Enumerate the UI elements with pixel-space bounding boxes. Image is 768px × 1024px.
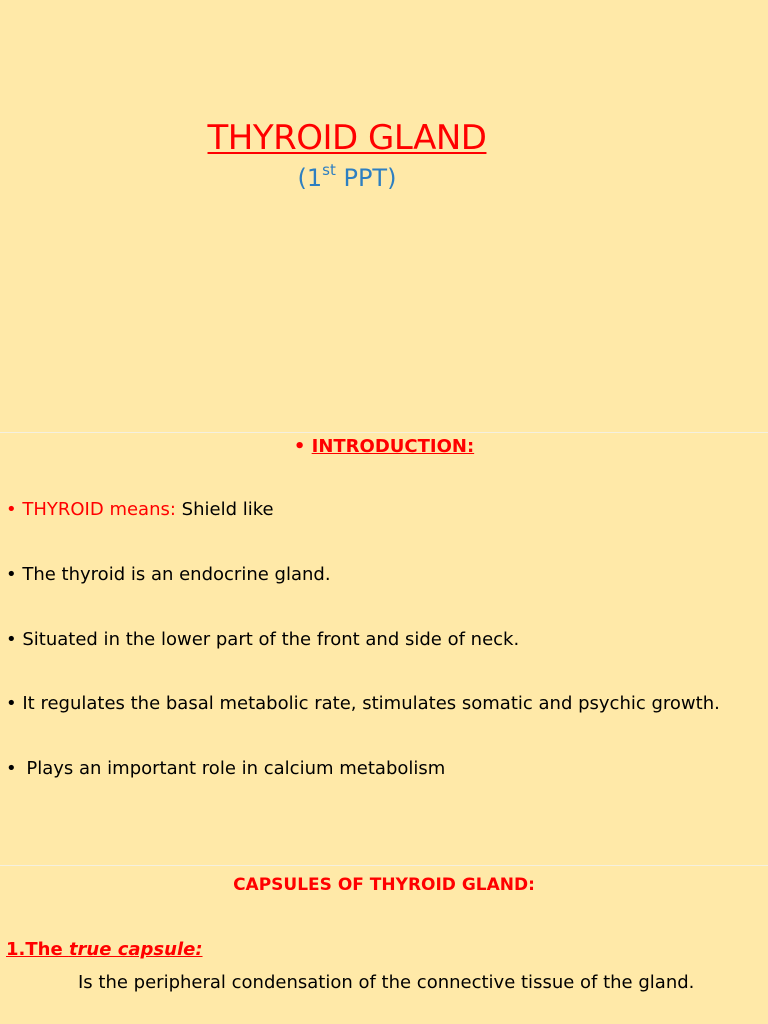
bullet-marker: • (6, 758, 17, 779)
term-definition: Shield like (175, 499, 274, 520)
list-item-text: Situated in the lower part of the front and side of neck. (22, 629, 520, 650)
slide-subtitle (0, 163, 694, 192)
term-label: THYROID means: (22, 499, 176, 520)
capsules-heading: CAPSULES OF THYROID GLAND: (233, 875, 535, 895)
list-item-text: It regulates the basal metabolic rate, stimulates somatic and psychic growth. (22, 693, 720, 714)
introduction-heading (0, 436, 768, 457)
bullet-marker: • (6, 629, 17, 650)
list-item-text: The thyroid is an endocrine gland. (22, 564, 331, 585)
list-item (6, 758, 445, 779)
true-capsule-label: true capsule: (68, 939, 203, 960)
subtitle-superscript: st (322, 161, 336, 179)
subtitle-close: PPT) (335, 164, 397, 192)
true-capsule-heading (6, 939, 203, 960)
subtitle-open: (1 (297, 164, 323, 192)
list-item (6, 564, 331, 585)
slide-title (0, 0, 768, 432)
list-item-text: Plays an important role in calcium metabolism (26, 758, 446, 779)
bullet-marker: • (6, 499, 17, 520)
list-item (6, 693, 720, 714)
bullet-marker: • (293, 436, 306, 457)
slide-capsules (0, 866, 768, 1024)
bullet-marker: • (6, 564, 17, 585)
slide-introduction (0, 433, 768, 865)
bullet-marker: • (6, 693, 17, 714)
slide-title-heading: THYROID GLAND (207, 118, 487, 158)
introduction-heading-label: INTRODUCTION: (311, 436, 475, 457)
true-capsule-description: Is the peripheral condensation of the connective tissue of the gland. (78, 972, 695, 993)
list-item (6, 499, 274, 520)
true-capsule-prefix: 1.The (6, 939, 69, 960)
list-item (6, 629, 519, 650)
